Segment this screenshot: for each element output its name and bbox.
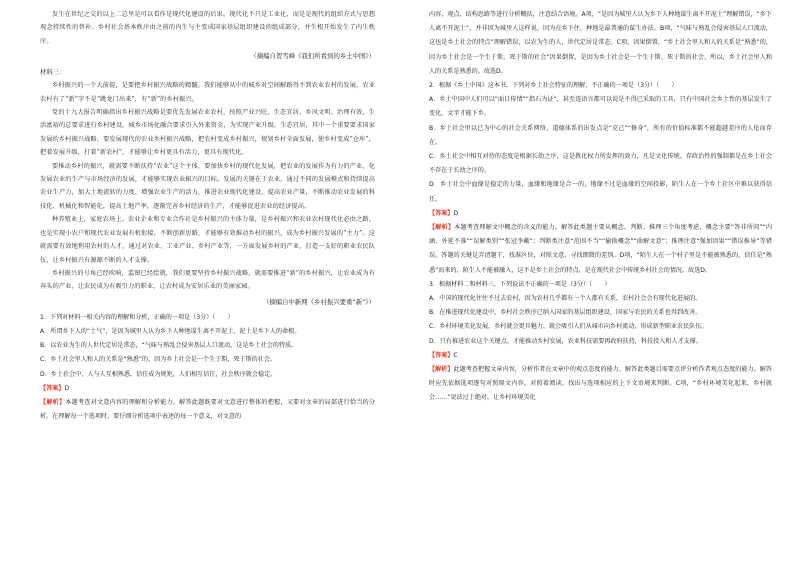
answer-label: 【答案】 <box>429 209 454 217</box>
answer-value: D <box>64 384 70 392</box>
question-1-option-b: B．以农业为生的人世代定居是常态，“气味与熟乱会侵害基层人口流动，这是乡土社会的特质。 <box>40 342 298 350</box>
material-paragraph: 党的十九大报告明确指出乡村振兴战略是要优先发展农业农村，按照产业兴旺、生态宜居、乡风文明、治理有效、生活富裕的总要求进行乡村建设。城乡市场化融合要求引入外来资金，为实现产业升级、生态宜居，其中一个重要要求国家发展的乡村振兴战略，要发展现代的农业乡村振兴战略，把农村变成乡村振兴，规划乡村全面发展，使乡村变成“仓库”，把着发展升级，打着“新农村”，才能够让乡村更具有活力，更具有现代化。 <box>40 109 375 157</box>
source-citation-1: （摘编自贺雪峰《我们所看到的乡土中国》） <box>250 52 375 61</box>
question-1-answer <box>40 382 375 396</box>
question-1-option-d: D．乡土社会中，人与人互相熟悉，信任成为规矩，人们相互信任，社会秩序就会稳定。 <box>40 370 277 378</box>
question-2-option-c: C．乡土社会中相互对待的态度是根据长幼之序，这是教化权力所发挥的效力，凡是文化传统、存政治性的强制都是在乡土社会不存在于长幼之序的。 <box>429 153 772 175</box>
analysis-text: 此题考查把握文章内容，分析作者在文章中的观点态度的能力。解答此类题目需要点评分析作者观点态度的能力。解答时应先依据选项逐句对照原文内容，对照着阅读，找出与选项相应的上下文语境来判断。C项，“乡村环境美化起来，乡村就会……”说法过于绝对，让乡村环境美化 <box>429 366 773 402</box>
material-paragraph: 乡村振兴的一个大前提，是要把乡村振兴战略的精髓。我们能够从中的城乡对空间解路得不到农业农村的发展，农业农村有了“新”字不是“跳龙门出来”，有“新”的乡村振兴。 <box>40 82 375 103</box>
analysis-label: 【解析】 <box>429 224 455 232</box>
analysis-text: 本题考查对文意内容的理解和分析能力。解答此题既要对文意进行整体的把握，又要对文章的局部进行恰当的分析。在理解每一个选项时，要仔细分析选项中表述的每一个意义，对文意的 <box>40 398 376 421</box>
material-paragraph: 乡村振兴的号角已经吹响，监图已经绘就，我们更要坚持乡村振兴战略，就需要推进“新”的乡村振兴，让农业成为有奔头的产业，让农民成为有吸引力的职业，让农村成为安居乐业的美丽家园。 <box>40 269 375 291</box>
question-2: 2．根据《乡土中国》这本书，下列对乡土社会特征的理解，不正确的一项是（3分）（ ） <box>429 82 678 90</box>
question-1-option-a: A．所谓乡下人的“土气”，是因为城里人认为乡下人种地谋生离不开泥土，泥土是乡下人的命根。 <box>40 327 301 335</box>
right-column <box>397 0 794 561</box>
material-paragraph: 要推动乡村的振兴，就需要不断扶持“农业”这个主体，要加快乡村的现代化发展，把农业的发展作为有力的产业，化发展农业的生产与市场经济的发展，才能够实现农业振兴的目标。发展的关键在于农业，通过不同的发展模式和持续提高农业生产力，加大土地流转的力度，增强农业生产的活力，推进农业现代化建设，提高农业产量，不断推动农业发展的科技化、机械化和智能化，提高土地产率，逐渐完善乡村经济的生产，才能够促进农业的经济提高。 <box>40 162 375 210</box>
material-paragraph: 种养殖业上，家庭农场上。农业企业和专业合作社是乡村振兴的主体力量，是乡村振兴和农业农村现代化必由之路，也是实现小农户和现代农业发展有机衔接，不断创新思路，才能够有效推动乡村的振兴，成为乡村振兴发展的“主力”。这就需要有效地利用农村的人才，通过对农业、工业产业、乡村产业等，一方面发展乡村的产业，打造一支好的职业农民队伍，让乡村振兴有源源不断的人才支撑。 <box>40 216 375 264</box>
analysis-text: 本题考查理解文中概念的含义的能力。解答此类题主要从概念、判断、推理三个角度考虑，概念主要“答非所问”“内涵、外延不准”“误解类别”“张冠李戴”；判断类注意“范围不当”“偷换概念”“曲解文意”；推理注意“强加因果”“错误推导”等错误。答题的关键是弄清题干，找准区位，对照文意，寻找细微的差别。D项，“陌生人在一个村子里是不能被熟悉的，信任是“熟悉”而来的，陌生人不能被融入，这不是乡土社会的特点，是在现代社会中传统乡村社会的情况。故选D。 <box>429 224 772 274</box>
question-2-option-b: B．乡土社会里以已为中心的社会关系网络，道德体系的出发点是“克己”“修身”，所有的价值标准都不能超越差序的人伦而存在。 <box>429 124 772 146</box>
question-3-analysis <box>429 363 772 406</box>
question-1-analysis <box>40 396 375 424</box>
question-1-analysis-continued: 内容、观点、结构思路等进行分析概括，注意结合语境。A项，“是因为城里人认为乡下人种地谋生离不开泥土”理解错误，“乡下人离不开泥土”，并非因为城里人这样说，因为在乡下住，种地是最普通的谋生办法。B项，“气味与熟乱会侵害基层人口流动，这也是乡土社会的特点”理解错误，以农为生的人，世代定居是常态。C项，因果倒置，“乡土社会里人和人的关系是“熟悉”的，因为乡土社会是一个生于斯、死于斯的社会”因果倒置，是因为乡土社会是一个生于斯、死于斯的社会，所以，乡土社会里人和人的关系是熟悉的。故选D。 <box>429 11 772 75</box>
source-citation-2: （摘编自中新网《乡村振兴要重“新”》） <box>262 297 375 306</box>
answer-label: 【答案】 <box>40 384 65 392</box>
question-3-option-b: B．在推进现代化建设中，乡村社会秩序已纳入国家的基层组织建设，国家与农民的关系也得到改善。 <box>429 309 702 317</box>
question-3: 3．根据材料二和材料三，下列说法不正确的一项是（3分）（ ） <box>429 280 611 288</box>
question-2-answer <box>429 207 772 221</box>
analysis-label: 【解析】 <box>40 398 66 406</box>
question-3-option-d: D．只有推进农业这个关键点，才能推动乡村发展，农业科技需要再政府扶持，科技投入和人才支撑。 <box>429 337 702 345</box>
question-3-option-c: C．乡村环境美化发展，乡村就会更具魅力，就会吸引人们从城市向乡村流动，形成新型职业农民队伍。 <box>429 323 708 331</box>
question-2-option-d: D．乡土社会中血缘是稳定的力量，血缘和地缘是合一的，地缘不过是血缘的空间投影，陌生人在一个乡土社区中难以获得信任。 <box>429 181 772 203</box>
answer-label: 【答案】 <box>429 351 454 359</box>
question-1: 1．下列对材料一相关内容的理解和分析，正确的一项是（3分）（ ） <box>40 313 234 321</box>
question-2-option-a: A．乡土中国中人们可以“面目传情”“指石为证”，甚至连语言都可以说是不得已采取的工具，只有中国社会乡土性的基层发生了变化，文字才能下乡。 <box>429 96 772 118</box>
question-1-option-c: C．乡土社会里人和人的关系是“熟悉”的，因为乡土社会是一个生于斯、死于斯的社会。 <box>40 356 277 364</box>
question-3-option-a: A．中国的现代化往往不过去农村，因为农村几乎都有一个人都有关系，农村社会会有现代化进展的。 <box>429 295 702 303</box>
answer-value: D <box>453 209 459 217</box>
question-2-analysis <box>429 221 772 278</box>
question-3-answer <box>429 349 772 363</box>
intro-paragraph: 发生在世纪之交的以上二总里是可以看作是现代化建设的后果。现代化不只是工业化，而是是现代的组织方式与思想观念持续性的替补。乡村社会基本秩序由之前的内生与主变成国家基层组织建设的组成部分，并生根开始发生了内生秩序。 <box>40 11 375 45</box>
material-3-heading: 材料三： <box>40 68 66 77</box>
analysis-label: 【解析】 <box>429 366 454 374</box>
answer-value: C <box>453 351 458 359</box>
